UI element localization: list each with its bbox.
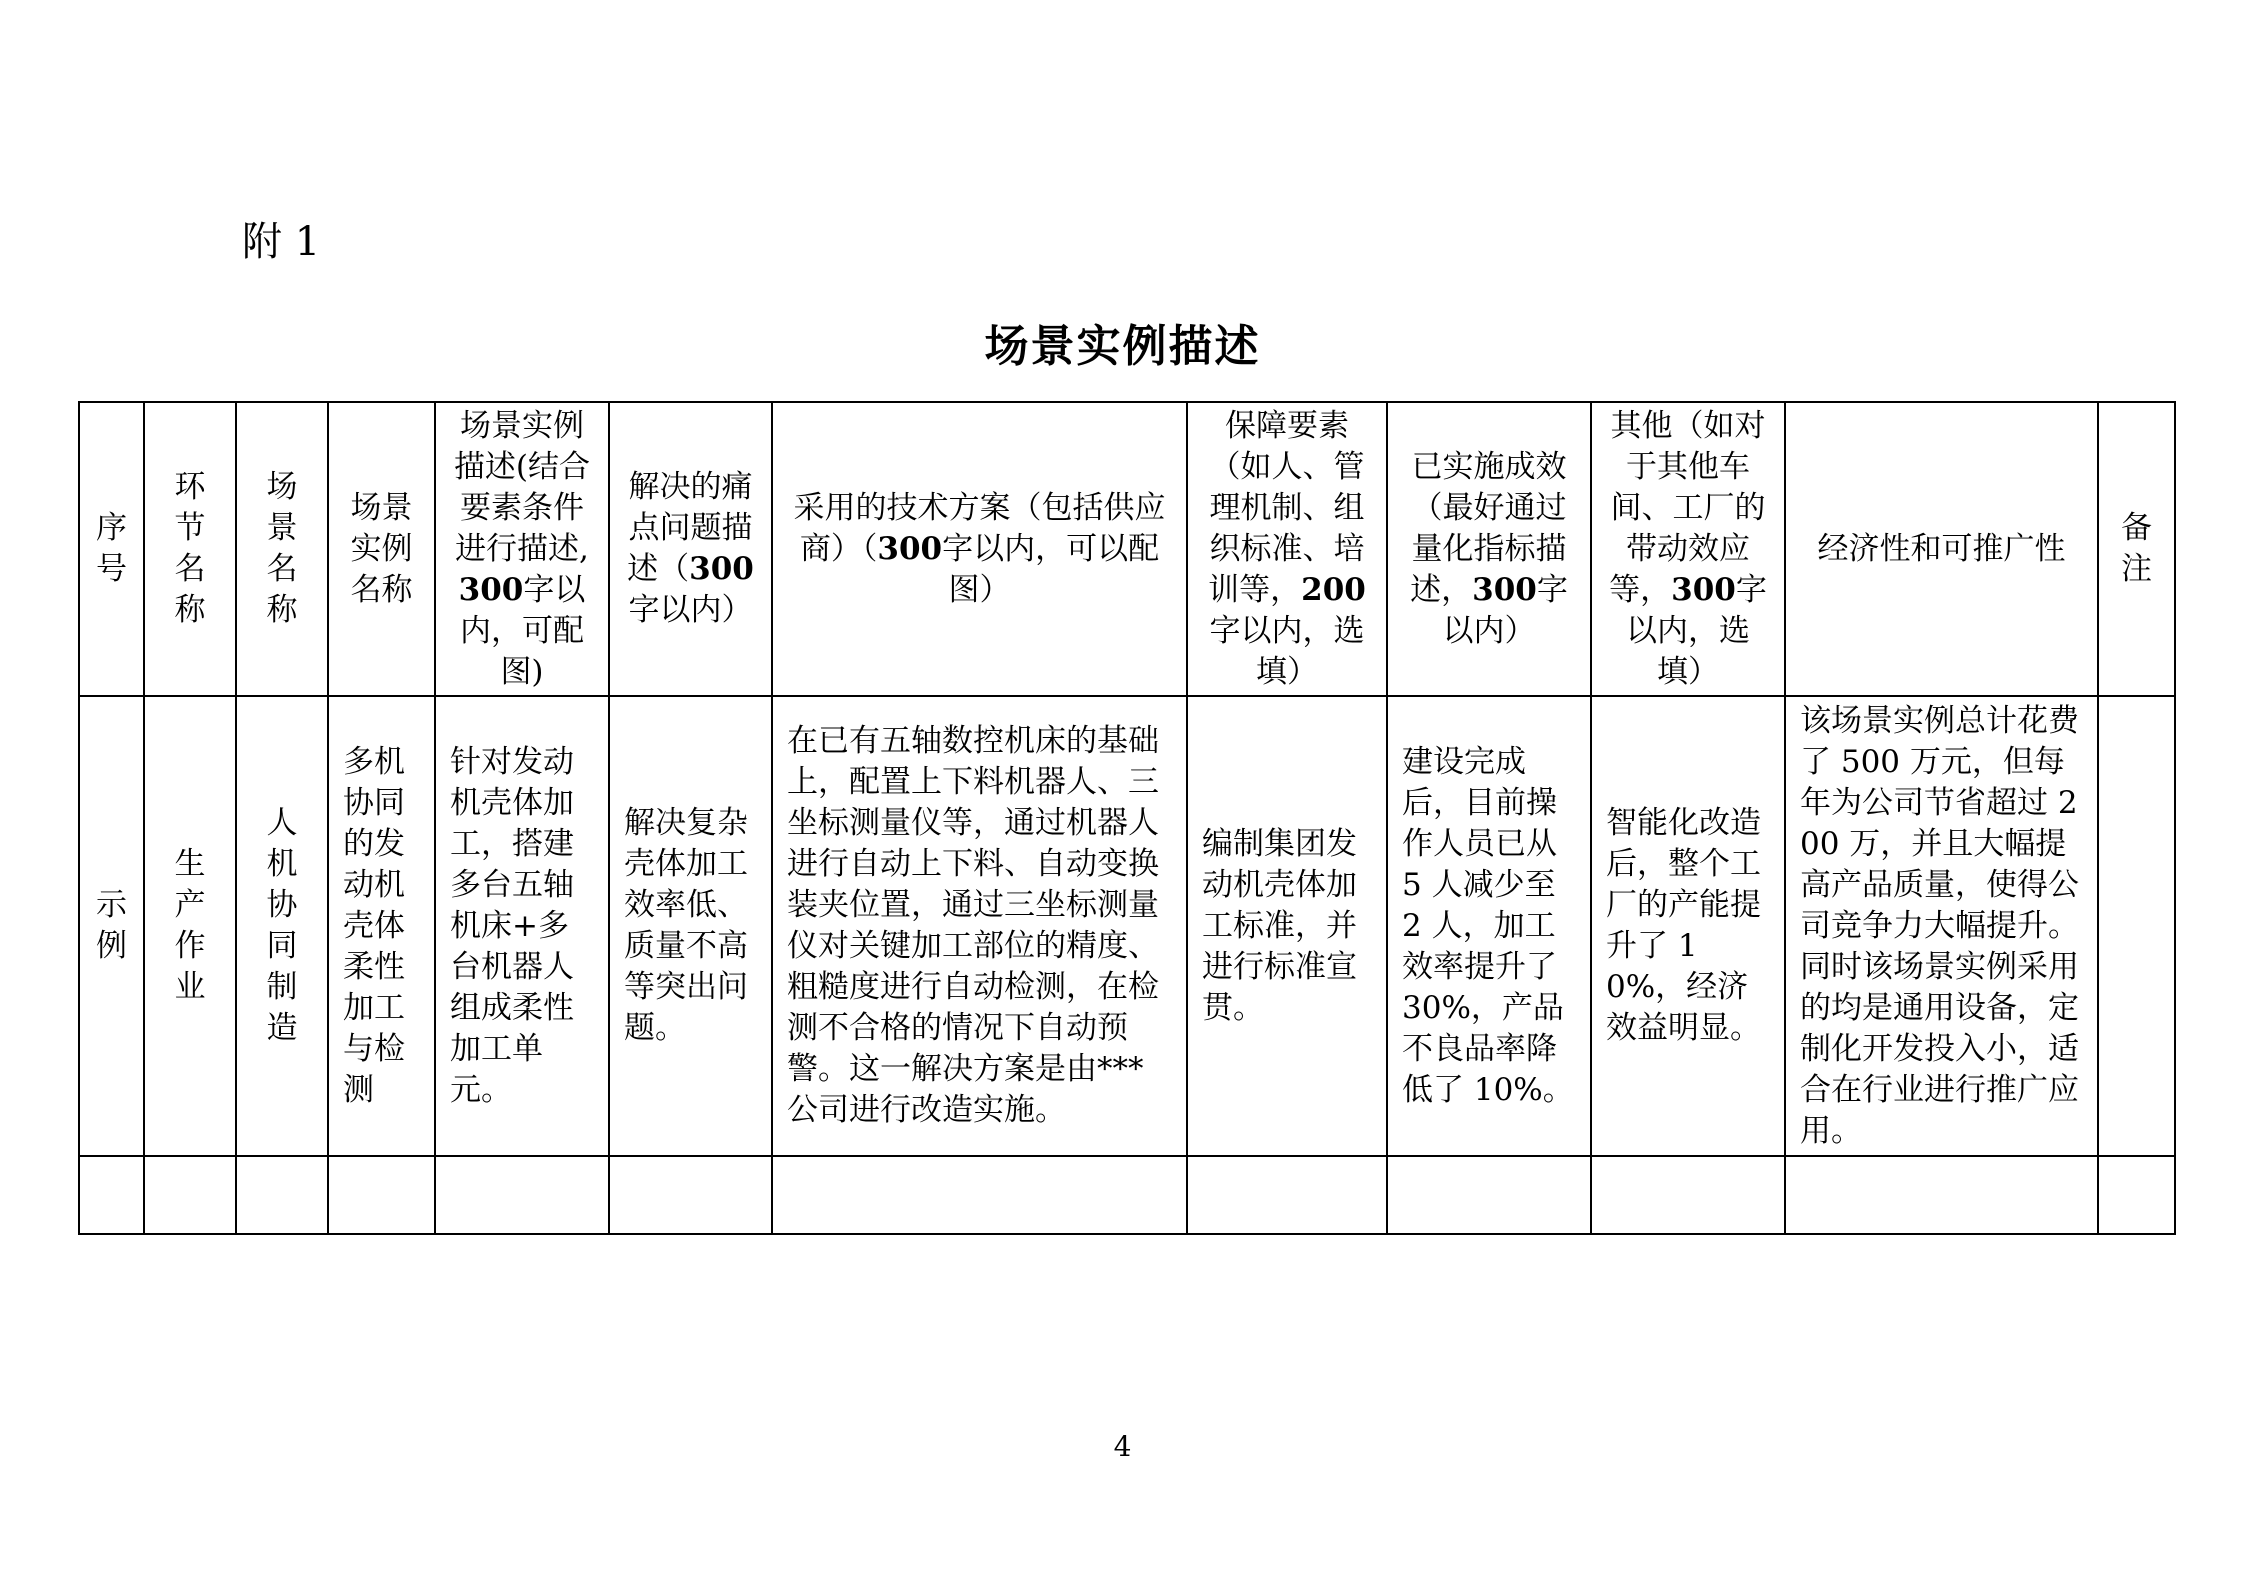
- header-tech-solution: 采用的技术方案（包括供应商）（300字以内，可以配图）: [772, 402, 1187, 696]
- empty-cell: [328, 1156, 435, 1234]
- cell-guarantee: 编制集团发动机壳体加工标准，并进行标准宣贯。: [1187, 696, 1387, 1156]
- document-title: 场景实例描述: [984, 321, 1261, 372]
- cell-pain-points: 解决复杂壳体加工效率低、质量不高等突出问题。: [609, 696, 772, 1156]
- header-stage: 环节名称: [144, 402, 236, 696]
- empty-cell: [1387, 1156, 1591, 1234]
- header-scene: 场景名称: [236, 402, 328, 696]
- cell-tech-solution: 在已有五轴数控机床的基础上，配置上下料机器人、三坐标测量仪等，通过机器人进行自动上下料、自动变换装夹位置，通过三坐标测量仪对关键加工部位的精度、粗糙度进行自动检测，在检测不合格的情况下自动预警。这一解决方案是由***公司进行改造实施。: [772, 696, 1187, 1156]
- header-economics: 经济性和可推广性: [1785, 402, 2098, 696]
- page-number: 4: [1113, 1430, 1132, 1463]
- scene-instance-table: [78, 401, 2176, 1235]
- empty-cell: [609, 1156, 772, 1234]
- empty-cell: [772, 1156, 1187, 1234]
- cell-stage: 生产作业: [144, 696, 236, 1156]
- empty-cell: [144, 1156, 236, 1234]
- header-row: [79, 402, 2175, 696]
- empty-cell: [1591, 1156, 1785, 1234]
- empty-cell: [79, 1156, 144, 1234]
- cell-other: 智能化改造后，整个工厂的产能提升了 10%，经济效益明显。: [1591, 696, 1785, 1156]
- header-remark: 备注: [2098, 402, 2175, 696]
- header-pain-points: 解决的痛点问题描述（300字以内）: [609, 402, 772, 696]
- empty-cell: [1187, 1156, 1387, 1234]
- header-instance: 场景实例名称: [328, 402, 435, 696]
- cell-remark: [2098, 696, 2175, 1156]
- annex-label: 附 1: [242, 219, 321, 265]
- cell-economics: 该场景实例总计花费了 500 万元，但每年为公司节省超过 200 万，并且大幅提高产品质量，使得公司竞争力大幅提升。同时该场景实例采用的均是通用设备，定制化开发投入小，适合在行业进行推广应用。: [1785, 696, 2098, 1156]
- cell-seq: 示例: [79, 696, 144, 1156]
- header-results: 已实施成效（最好通过量化指标描述，300字以内）: [1387, 402, 1591, 696]
- empty-cell: [1785, 1156, 2098, 1234]
- cell-instance: 多机协同的发动机壳体柔性加工与检测: [328, 696, 435, 1156]
- header-description: 场景实例描述(结合要素条件进行描述,300字以内，可配图): [435, 402, 609, 696]
- header-seq: 序号: [79, 402, 144, 696]
- header-other: 其他（如对于其他车间、工厂的带动效应等，300字以内，选填）: [1591, 402, 1785, 696]
- table-row-empty: [79, 1156, 2175, 1234]
- empty-cell: [435, 1156, 609, 1234]
- table-row: [79, 696, 2175, 1156]
- cell-results: 建设完成后，目前操作人员已从 5 人减少至 2 人，加工效率提升了 30%，产品不良品率降低了 10%。: [1387, 696, 1591, 1156]
- empty-cell: [2098, 1156, 2175, 1234]
- empty-cell: [236, 1156, 328, 1234]
- header-guarantee: 保障要素（如人、管理机制、组织标准、培训等，200字以内，选填）: [1187, 402, 1387, 696]
- cell-description: 针对发动机壳体加工，搭建多台五轴机床+多台机器人组成柔性加工单元。: [435, 696, 609, 1156]
- cell-scene: 人机协同制造: [236, 696, 328, 1156]
